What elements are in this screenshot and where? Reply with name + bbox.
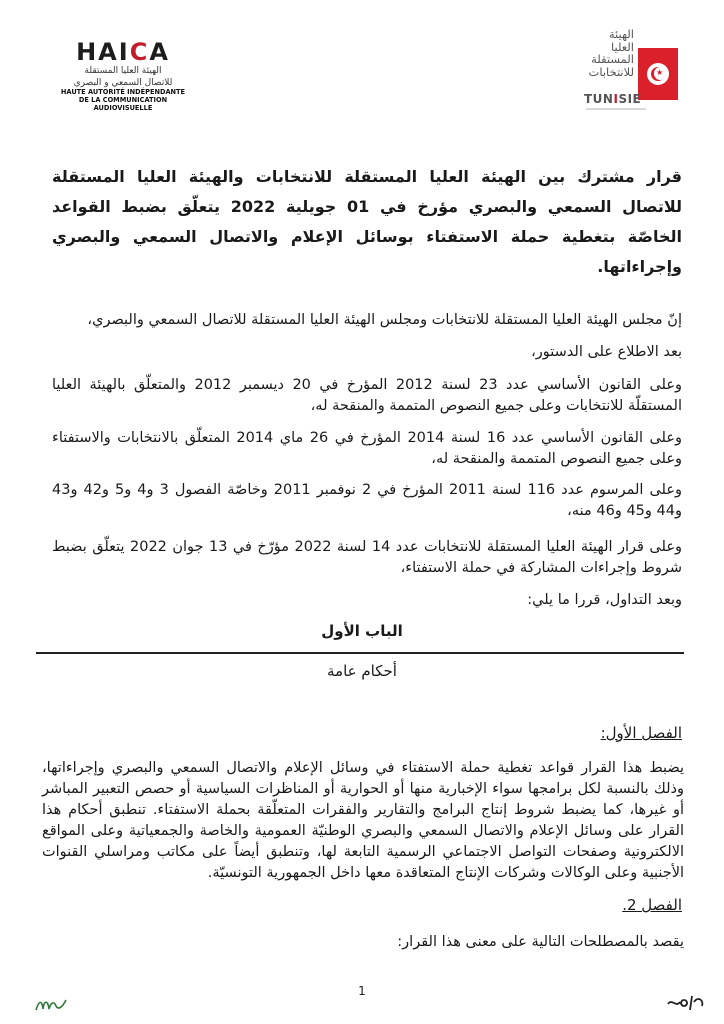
- isie-arabic-line: العليا: [610, 39, 634, 54]
- initials-right-icon: [664, 990, 708, 1014]
- isie-logo: [566, 28, 684, 118]
- preamble-paragraph: وعلى القانون الأساسي عدد 16 لسنة 2014 المؤرخ في 26 ماي 2014 المتعلّق بالانتخابات والاستفتاء وعلى جميع النصوص المتممة والمنقحة له،: [52, 430, 682, 467]
- isie-divider: [586, 108, 646, 110]
- preamble-paragraph: إنّ مجلس الهيئة العليا المستقلة للانتخابات ومجلس الهيئة العليا المستقلة للاتصال السمعي والبصري،: [87, 312, 682, 328]
- haica-logo: [58, 40, 188, 112]
- article-2-heading: الفصل 2.: [622, 896, 682, 914]
- haica-wordmark: HAICA: [76, 38, 170, 66]
- chapter-divider: [36, 652, 684, 654]
- chapter-subtitle: أحكام عامة: [327, 662, 397, 680]
- haica-french-line2: DE LA COMMUNICATION AUDIOVISUELLE: [78, 96, 168, 112]
- preamble-paragraph: وعلى المرسوم عدد 116 لسنة 2011 المؤرخ في 2 نوفمبر 2011 وخاصّة الفصول 3 و4 و5 و42 و43 و44 و45 و46 منه،: [52, 482, 682, 519]
- article-1-heading: الفصل الأول:: [600, 724, 682, 742]
- page-number: 1: [358, 984, 366, 998]
- haica-arabic-line1: الهيئة العليا المستقلة: [84, 66, 162, 76]
- document-title: قرار مشترك بين الهيئة العليا المستقلة للانتخابات والهيئة العليا المستقلة للاتصال السمعي والبصري مؤرخ في 01 جويلية 2022 يتعلّق بضبط القواعد الخاصّة بتغطية حملة الاستفتاء بوسائل الإعلام والاتصال السمعي والبصري وإجراءاتها.: [52, 167, 682, 276]
- initials-left-icon: [34, 996, 68, 1014]
- isie-latin-name: TUNISIE: [584, 92, 642, 106]
- preamble-paragraph: بعد الاطلاع على الدستور،: [531, 344, 682, 360]
- isie-arabic-name: [568, 28, 634, 78]
- isie-arabic-line: الهيئة: [608, 27, 634, 41]
- isie-arabic-line: المستقلة: [591, 52, 634, 66]
- preamble-paragraph: وبعد التداول، قررا ما يلي:: [527, 592, 682, 608]
- article-2-text: يقصد بالمصطلحات التالية على معنى هذا القرار:: [397, 934, 684, 950]
- chapter-title: الباب الأول: [321, 622, 403, 640]
- haica-arabic-line2: للاتصال السمعي و البصري: [73, 78, 173, 88]
- haica-french-line1: HAUTE AUTORITÉ INDÉPENDANTE: [60, 88, 186, 96]
- preamble-paragraph: وعلى قرار الهيئة العليا المستقلة للانتخابات عدد 14 لسنة 2022 مؤرّخ في 13 جوان 2022 يتعلّق بضبط شروط وإجراءات المشاركة في حملة الاستفتاء،: [52, 539, 682, 576]
- preamble-paragraph: وعلى القانون الأساسي عدد 23 لسنة 2012 المؤرخ في 20 ديسمبر 2012 والمتعلّق بالهيئة العليا المستقلّة للانتخابات وعلى جميع النصوص المتممة والمنقحة له،: [52, 377, 683, 414]
- tunisia-flag-icon: ★: [638, 48, 678, 100]
- isie-arabic-line: للانتخابات: [588, 64, 634, 79]
- article-1-text: يضبط هذا القرار قواعد تغطية حملة الاستفتاء في وسائل الإعلام والاتصال السمعي والبصري وإجراءاتها، وذلك بالنسبة لكل برامجها سواء الإخبارية منها أو الحوارية أو المناظرات السياسية أو حصص التعبير المباشر أو غيرها، كما يضبط شروط إنتاج البرامج والتقارير والفقرات المتعلّقة بحملة الاستفتاء. تنطبق أحكام هذا القرار على وسائل الإعلام والاتصال السمعي والبصري الوطنيّة العمومية والخاصة والجمعياتية وعلى المواقع الالكترونية وصفحات التواصل الاجتماعي الرسمية التابعة لها، وتنطبق أيضاً على مكاتب ومراسلي القنوات الأجنبية وعلى الوكالات وشركات الإنتاج المتعاقدة معها داخل الجمهورية التونسيّة.: [42, 760, 684, 881]
